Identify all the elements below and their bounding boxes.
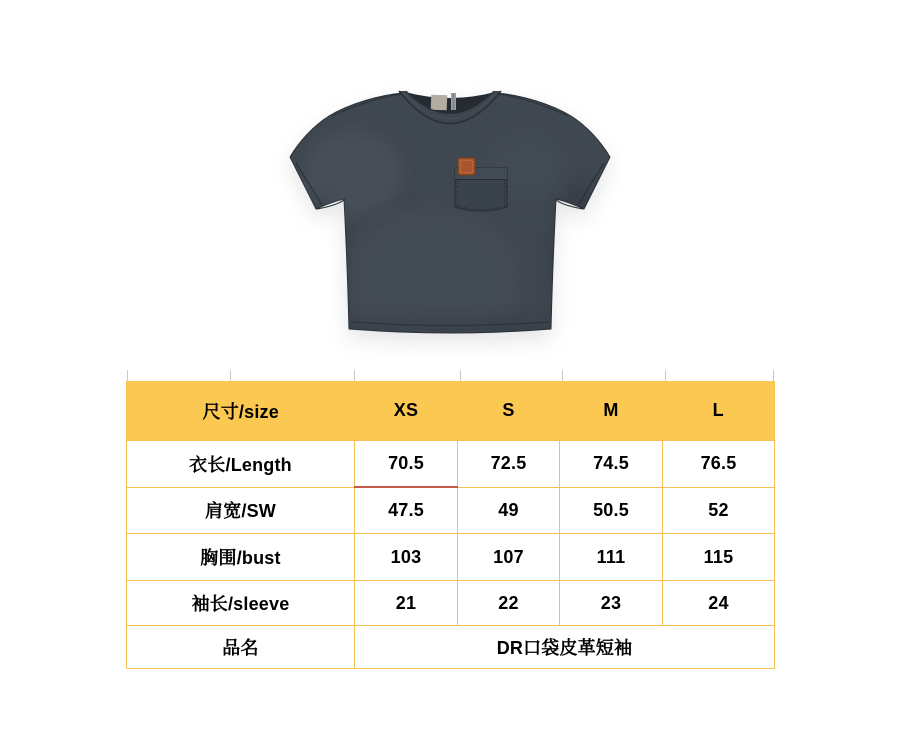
row-product-name bbox=[127, 626, 775, 669]
header-cell-xs: XS bbox=[355, 381, 458, 441]
header-cell-s: S bbox=[458, 381, 560, 441]
cell-value: 49 bbox=[458, 487, 560, 534]
cell-value: 103 bbox=[355, 534, 458, 581]
gridline-tick bbox=[665, 370, 666, 381]
cell-value: 107 bbox=[458, 534, 560, 581]
row-bust bbox=[127, 534, 775, 581]
cell-value: 52 bbox=[663, 487, 775, 534]
size-chart-table bbox=[126, 381, 775, 669]
cell-value: 22 bbox=[458, 581, 560, 626]
cell-value: 24 bbox=[663, 581, 775, 626]
cell-value: 21 bbox=[355, 581, 458, 626]
row-shoulder-width bbox=[127, 487, 775, 534]
gridline-tick bbox=[127, 370, 128, 381]
product-name-value: DR口袋皮革短袖 bbox=[355, 626, 775, 669]
cell-value: 111 bbox=[560, 534, 663, 581]
product-photo bbox=[283, 78, 617, 340]
neck-tag bbox=[431, 95, 448, 111]
tshirt-image bbox=[283, 78, 617, 340]
row-length bbox=[127, 441, 775, 488]
gridline-tick bbox=[354, 370, 355, 381]
cell-value: 23 bbox=[560, 581, 663, 626]
row-label: 品名 bbox=[127, 626, 355, 669]
pocket-leather-label bbox=[458, 158, 475, 175]
row-label: 肩宽/SW bbox=[127, 487, 355, 534]
header-cell-m: M bbox=[560, 381, 663, 441]
cell-value: 70.5 bbox=[355, 441, 458, 488]
size-chart-header-row bbox=[127, 381, 775, 441]
row-label: 胸围/bust bbox=[127, 534, 355, 581]
row-sleeve bbox=[127, 581, 775, 626]
gridline-tick bbox=[230, 370, 231, 381]
cell-value: 50.5 bbox=[560, 487, 663, 534]
header-cell-size-label: 尺寸/size bbox=[127, 381, 355, 441]
gridline-tick bbox=[773, 370, 774, 381]
cell-value: 72.5 bbox=[458, 441, 560, 488]
row-label: 衣长/Length bbox=[127, 441, 355, 488]
gridline-tick bbox=[460, 370, 461, 381]
cell-value: 76.5 bbox=[663, 441, 775, 488]
header-cell-l: L bbox=[663, 381, 775, 441]
gridline-tick bbox=[562, 370, 563, 381]
row-label: 袖长/sleeve bbox=[127, 581, 355, 626]
cell-value: 47.5 bbox=[355, 487, 458, 534]
cell-value: 74.5 bbox=[560, 441, 663, 488]
cell-value: 115 bbox=[663, 534, 775, 581]
